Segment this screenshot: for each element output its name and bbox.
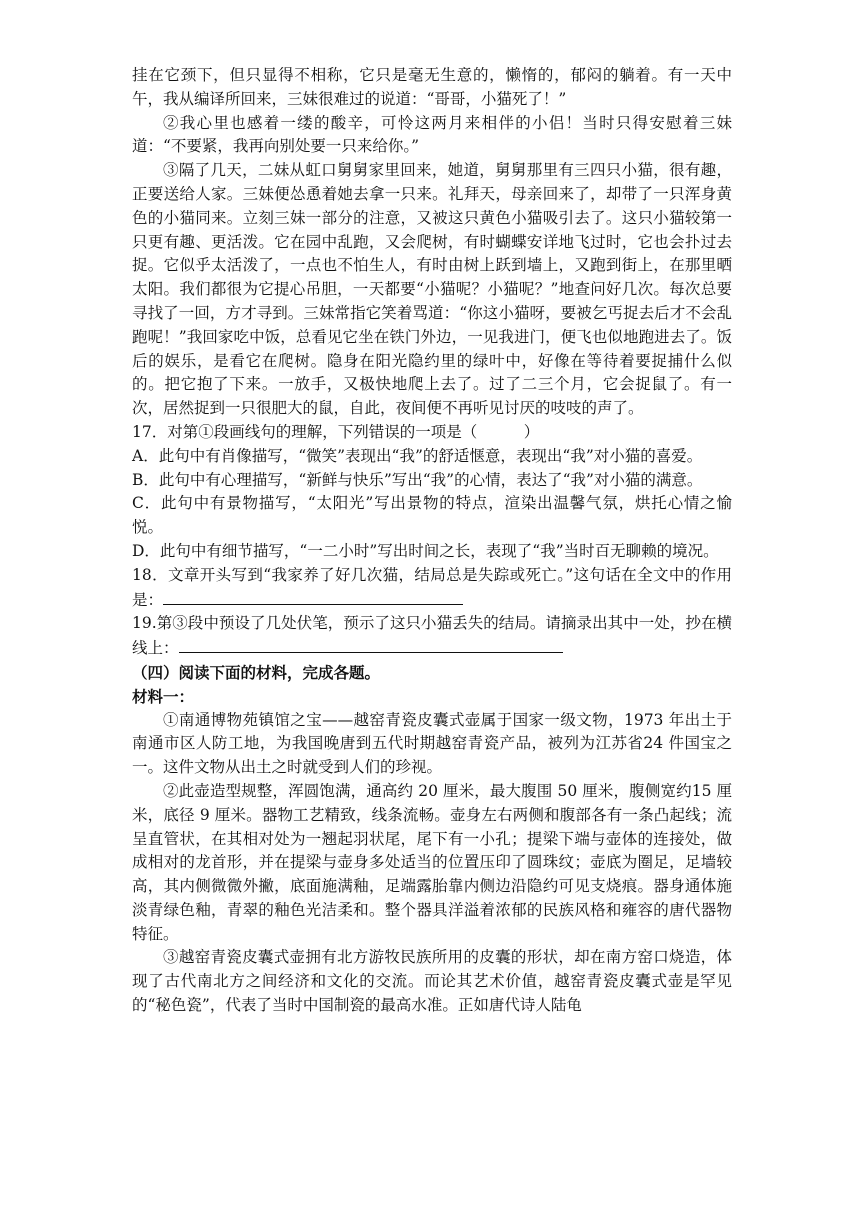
material-1-label: 材料一： xyxy=(132,686,195,706)
material-1-paragraph-1: ①南通博物苑镇馆之宝——越窑青瓷皮囊式壶属于国家一级文物，1973 年出土于南通市区人防工地，为我国晚唐到五代时期越窑青瓷产品，被列为江苏省24 件国宝之一。这件文物从出土之时就受到人们的珍视。 xyxy=(132,710,732,777)
question-19 xyxy=(132,612,732,661)
question-17-option-c: C．此句中有景物描写，“太阳光”写出景物的特点，渲染出温馨气氛，烘托心情之愉悦。 xyxy=(132,494,732,537)
question-19-answer-blank[interactable] xyxy=(179,636,563,653)
passage-paragraph-3: ③隔了几天，二妹从虹口舅舅家里回来，她道，舅舅那里有三四只小猫，很有趣，正要送给人家。三妹便怂恿着她去拿一只来。礼拜天，母亲回来了，却带了一只浑身黄色的小猫同来。立刻三妹一部分的注意，又被这只黄色小猫吸引去了。这只小猫较第一只更有趣、更活泼。它在园中乱跑，又会爬树，有时蝴蝶安详地飞过时，它也会扑过去捉。它似乎太活泼了，一点也不怕生人，有时由树上跃到墙上，又跑到街上，在那里晒太阳。我们都很为它提心吊胆，一天都要“小猫呢？小猫呢？”地查问好几次。每次总要寻找了一回，方才寻到。三妹常指它笑着骂道：“你这小猫呀，要被乞丐捉去后才不会乱跑呢！”我回家吃中饭，总看见它坐在铁门外边，一见我进门，便飞也似地跑进去了。饭后的娱乐，是看它在爬树。隐身在阳光隐约里的绿叶中，好像在等待着要捉捕什么似的。把它抱了下来。一放手，又极快地爬上去了。过了二三个月，它会捉鼠了。有一次，居然捉到一只很肥大的鼠，自此，夜间便不再听见讨厌的吱吱的声了。 xyxy=(132,161,732,418)
material-1-paragraph-2: ②此壶造型规整，浑圆饱满，通高约 20 厘米，最大腹围 50 厘米，腹侧宽约15 厘米，底径 9 厘米。器物工艺精致，线条流畅。壶身左右两侧和腹部各有一条凸起线；流呈直管状，在其相对处为一翘起羽状尾，尾下有一小孔；提梁下端与壶体的连接处，做成相对的龙首形，并在提梁与壶身多处适当的位置压印了圆珠纹；壶底为圈足，足墙较高，其内侧微微外撇，底面施满釉，足端露胎靠内侧边沿隐约可见支烧痕。器身通体施淡青绿色釉，青翠的釉色光洁柔和。整个器具洋溢着浓郁的民族风格和雍容的唐代器物特征。 xyxy=(132,781,732,943)
document-page xyxy=(132,64,732,1018)
question-19-stem: 19.第③段中预设了几处伏笔，预示了这只小猫丢失的结局。请摘录出其中一处，抄在横线上： xyxy=(132,614,732,658)
question-18-answer-blank[interactable] xyxy=(163,588,463,605)
passage-paragraph-2: ②我心里也感着一缕的酸辛，可怜这两月来相伴的小侣！当时只得安慰着三妹道：“不要紧，我再向别处要一只来给你。” xyxy=(132,113,732,156)
question-17-option-a: A．此句中有肖像描写，“微笑”表现出“我”的舒适惬意，表现出“我”对小猫的喜爱。 xyxy=(132,446,703,465)
question-17-option-d: D．此句中有细节描写，“一二小时”写出时间之长，表现了“我”当时百无聊赖的境况。 xyxy=(132,541,719,560)
material-1-paragraph-3: ③越窑青瓷皮囊式壶拥有北方游牧民族所用的皮囊的形状，却在南方窑口烧造，体现了古代南北方之间经济和文化的交流。而论其艺术价值，越窑青瓷皮囊式壶是罕见的“秘色瓷”，代表了当时中国制瓷的最高水准。正如唐代诗人陆龟 xyxy=(132,948,732,1015)
question-18 xyxy=(132,564,732,613)
passage-paragraph-continued: 挂在它颈下，但只显得不相称，它只是毫无生意的，懒惰的，郁闷的躺着。有一天中午，我从编译所回来，三妹很难过的说道：“哥哥，小猫死了！” xyxy=(132,66,732,108)
question-17-option-b: B．此句中有心理描写，“新鲜与快乐”写出“我”的心情，表达了“我”对小猫的满意。 xyxy=(132,470,703,489)
section-4-heading: （四）阅读下面的材料，完成各题。 xyxy=(132,662,381,682)
question-18-stem: 18．文章开头写到“我家养了好几次猫，结局总是失踪或死亡。”这句话在全文中的作用是： xyxy=(132,565,732,609)
question-17-stem: 17．对第①段画线句的理解，下列错误的一项是（ ） xyxy=(132,422,540,441)
